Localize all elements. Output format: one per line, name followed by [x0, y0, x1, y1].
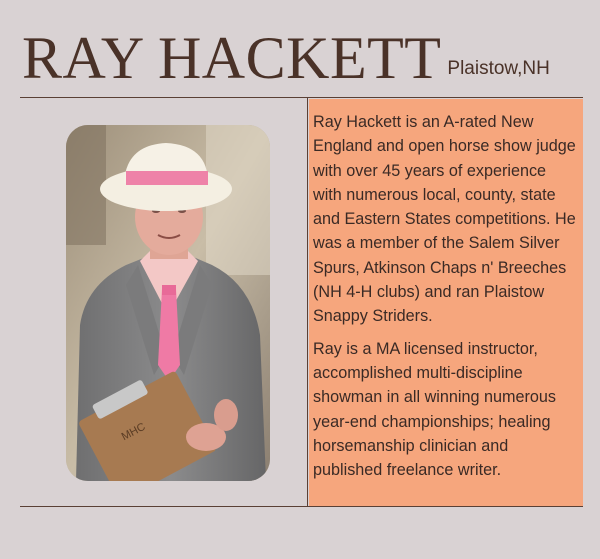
bio-paragraph-1: Ray Hackett is an A-rated New England and open horse show judge with over 45 years of experience with numerous local, county, state and Eastern States competitions. He was a member of the Salem Silver Spurs, Atkinson Chaps n' Breeches (NH 4-H clubs) and ran Plaistow Snappy Striders. — [313, 113, 576, 326]
top-divider — [20, 97, 583, 98]
portrait-photo — [66, 125, 270, 481]
bio-paragraph-2: Ray is a MA licensed instructor, accomplished multi-discipline showman in all winning numerous year-end championships; healing horsemanship clinician and published freelance writer. — [313, 339, 556, 480]
person-location: Plaistow,NH — [447, 58, 550, 79]
bottom-divider — [20, 506, 583, 507]
person-name: RAY HACKETT — [22, 25, 442, 91]
page-header — [22, 25, 550, 91]
vertical-divider — [307, 97, 308, 507]
bio-text — [313, 110, 579, 490]
clipboard-label: MHC — [119, 420, 148, 444]
